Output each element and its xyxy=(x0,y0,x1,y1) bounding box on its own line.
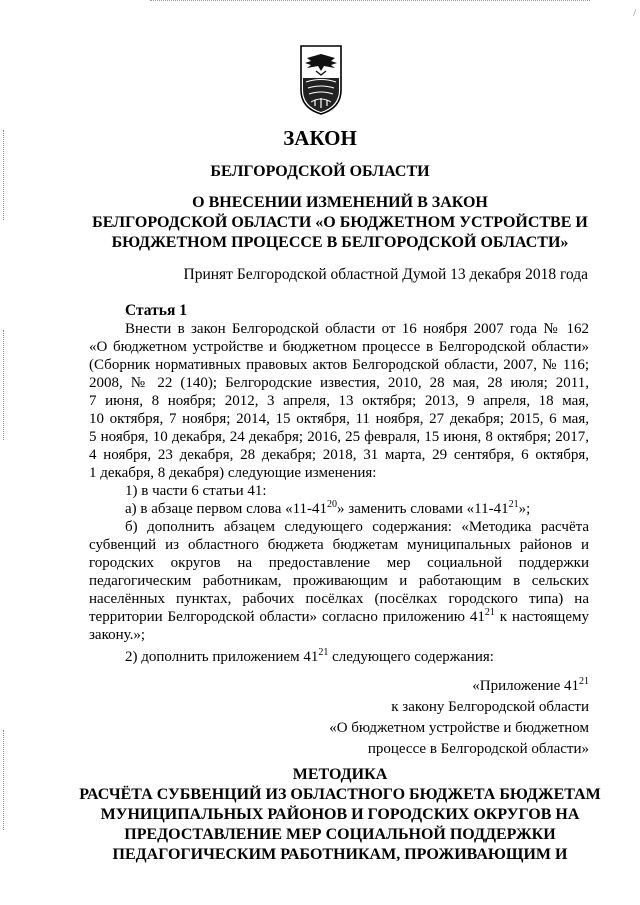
item-1b-line: педагогическим работникам, проживающим и работающим в сельских xyxy=(89,573,589,589)
scan-edge-dots xyxy=(150,0,590,2)
appendix-header xyxy=(269,676,589,760)
scan-corner-mark: / xyxy=(633,8,636,19)
text-line: 4 ноября, 23 декабря, 28 декабря; 2018, 31 марта, 29 сентября, 6 октября, xyxy=(89,447,589,463)
text-line: 5 ноября, 10 декабря, 24 декабря; 2016, 25 февраля, 15 июня, 8 октября; 2017, xyxy=(89,429,589,445)
item-1b-end: закону.»; xyxy=(89,627,146,643)
item-2: 2) дополнить приложением $41^{21}$ следующего содержания: xyxy=(125,647,494,665)
text-line: «О бюджетном устройстве и бюджетном процессе в Белгородской области» xyxy=(89,339,589,355)
appendix-line: «Приложение $41^{21}$ xyxy=(472,676,589,694)
text-line: 2008, № 22 (140); Белгородские известия, 2010, 28 мая, 28 июля; 2011, xyxy=(89,375,589,391)
document-title: ЗАКОН xyxy=(283,126,357,150)
text-line: Внести в закон Белгородской области от 16 ноября 2007 года № 162 xyxy=(125,321,589,337)
item-1b-line: б) дополнить абзацем следующего содержания: «Методика расчёта xyxy=(125,519,589,535)
article-heading: Статья 1 xyxy=(125,302,187,319)
item-1b-line: городских округов на предоставление мер социальной поддержки xyxy=(89,555,589,571)
item-1b-line: территории Белгородской области» согласно приложению $41^{21}$ к настоящему xyxy=(89,607,589,625)
text-line: 10 октября, 7 ноября; 2014, 15 октября, 11 ноября, 27 декабря; 2015, 6 мая, xyxy=(89,411,589,427)
appendix-line: «О бюджетном устройстве и бюджетном xyxy=(329,720,589,736)
item-1b-line: субвенций из областного бюджета бюджетам муниципальных районов и xyxy=(89,537,589,553)
item-1a: а) в абзаце первом слова «$11-41^{20}$» заменить словами «$11-41^{21}$»; xyxy=(125,499,531,517)
text-line: 1 декабря, 8 декабря) следующие изменения: xyxy=(89,465,377,481)
subject-title: О ВНЕСЕНИИ ИЗМЕНЕНИЙ В ЗАКОН БЕЛГОРОДСКОЙ ОБЛАСТИ «О БЮДЖЕТНОМ УСТРОЙСТВЕ И БЮДЖЕТНОМ ПРОЦЕССЕ В БЕЛГОРОДСКОЙ ОБЛАСТИ» xyxy=(92,194,588,251)
item-1b-line: населённых пунктах, рабочих посёлках (посёлках городского типа) на xyxy=(89,591,589,607)
adoption-date: Принят Белгородской областной Думой 13 декабря 2018 года xyxy=(183,266,588,283)
scan-side-dots xyxy=(3,730,5,830)
article-body xyxy=(89,320,589,666)
item-1: 1) в части 6 статьи 41: xyxy=(125,483,267,499)
appendix-line: процессе в Белгородской области» xyxy=(367,741,589,757)
text-line: (Сборник нормативных правовых актов Белгородской области, 2007, № 116; xyxy=(89,357,589,373)
scan-side-dots xyxy=(3,330,5,440)
region-title: БЕЛГОРОДСКОЙ ОБЛАСТИ xyxy=(210,163,430,180)
belgorod-coat-of-arms-icon xyxy=(299,44,343,116)
methodology-title: МЕТОДИКА РАСЧЁТА СУБВЕНЦИЙ ИЗ ОБЛАСТНОГО БЮДЖЕТА БЮДЖЕТАМ МУНИЦИПАЛЬНЫХ РАЙОНОВ И ГОРОДСКИХ ОКРУГОВ НА ПРЕДОСТАВЛЕНИЕ МЕР СОЦИАЛЬНОЙ ПОДДЕРЖКИ ПЕДАГОГИЧЕСКИМ РАБОТНИКАМ, ПРОЖИВАЮЩИМ И xyxy=(79,766,601,863)
text-line: 7 июня, 8 ноября; 2012, 3 апреля, 13 октября; 2013, 9 апреля, 18 мая, xyxy=(89,393,589,409)
appendix-line: к закону Белгородской области xyxy=(391,699,589,715)
